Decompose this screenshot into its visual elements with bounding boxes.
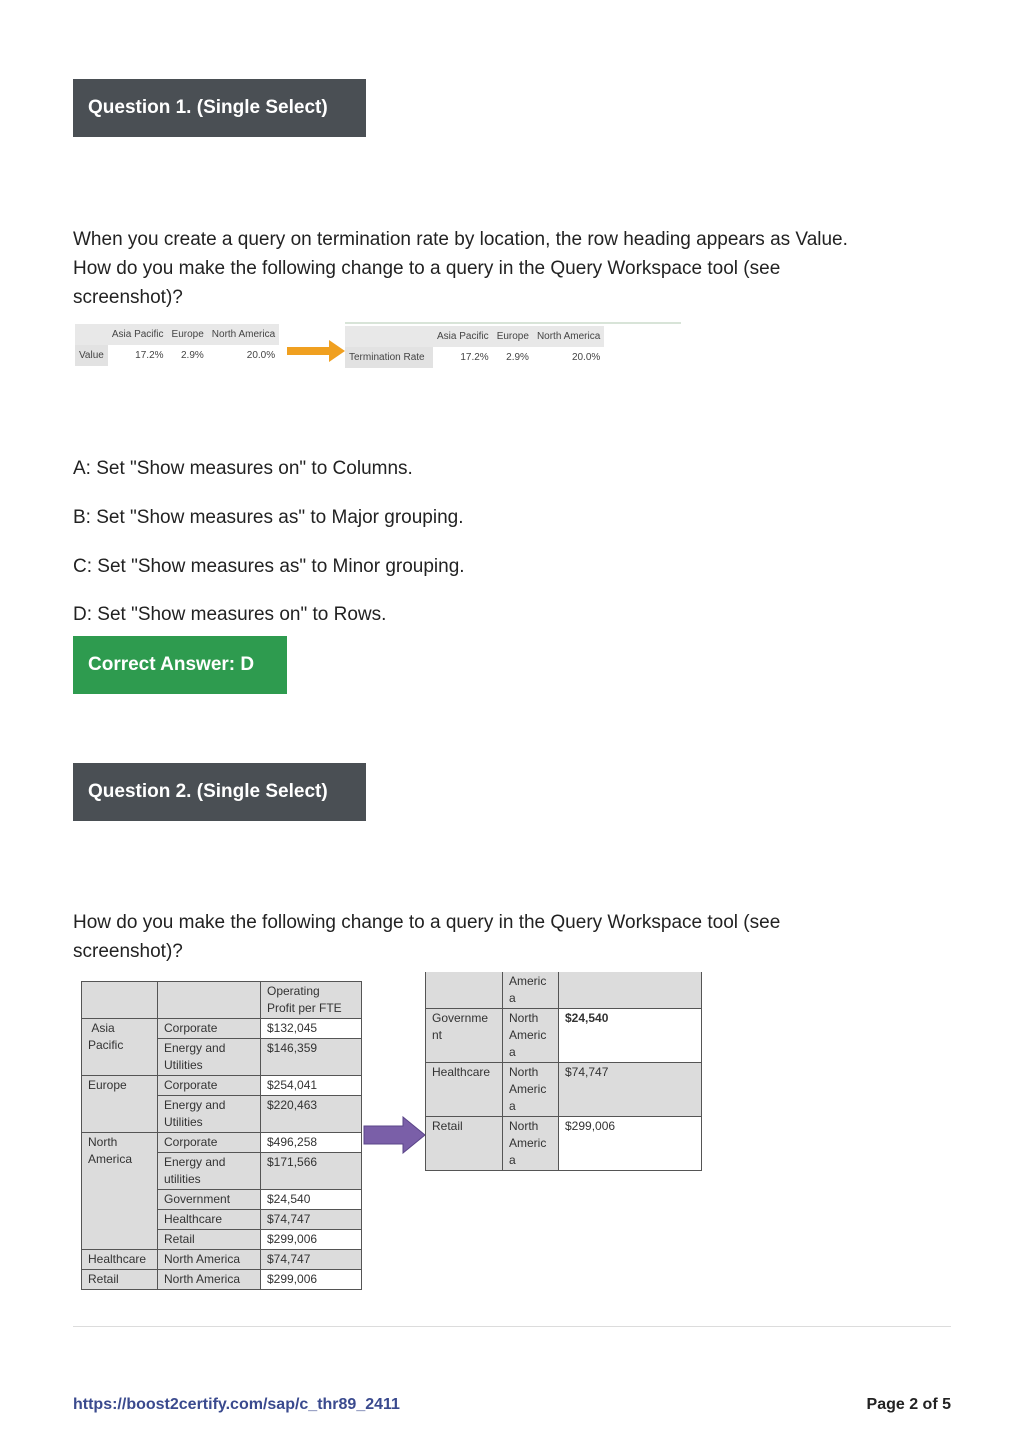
before-header-asia: Asia Pacific — [108, 324, 168, 345]
question-1-text-line-3: screenshot)? — [73, 287, 183, 308]
table-row — [82, 1250, 362, 1270]
value-cell: $24,540 — [559, 1009, 702, 1063]
option-d[interactable]: D: Set "Show measures on" to Rows. — [73, 604, 387, 625]
question-1-badge: Question 1. (Single Select) — [73, 79, 366, 137]
industry-cell: Healthcare — [158, 1210, 261, 1230]
right-table — [425, 972, 702, 1171]
value-cell: $496,258 — [261, 1133, 362, 1153]
after-value-na: 20.0% — [571, 352, 601, 363]
question-1-text — [73, 225, 953, 312]
region-cell: North Americ a — [503, 1117, 559, 1171]
value-cell: $132,045 — [261, 1019, 362, 1039]
option-b[interactable]: B: Set "Show measures as" to Major grouping. — [73, 507, 464, 528]
table-row — [82, 1019, 362, 1039]
industry-cell: Retail — [158, 1230, 261, 1250]
region-asia-pacific: Asia Pacific — [82, 1019, 158, 1076]
table-row — [82, 1133, 362, 1153]
question-1-text-line-1: When you create a query on termination rate by location, the row heading appears as Value. — [73, 229, 848, 250]
left-table — [81, 981, 362, 1290]
region-north-america: North America — [82, 1133, 158, 1250]
industry-cell: Corporate — [158, 1076, 261, 1096]
industry-healthcare: Healthcare — [426, 1063, 503, 1117]
value-cell: $24,540 — [261, 1190, 362, 1210]
value-cell: $299,006 — [261, 1270, 362, 1290]
industry-cell: Government — [158, 1190, 261, 1210]
question-2-text-line-1: How do you make the following change to a query in the Query Workspace tool (see — [73, 912, 781, 933]
option-c[interactable]: C: Set "Show measures as" to Minor grouping. — [73, 556, 465, 577]
industry-cell: Energy and Utilities — [158, 1039, 261, 1076]
table-row — [82, 982, 362, 1019]
industry-cell: Energy and Utilities — [158, 1096, 261, 1133]
header-line-2: Profit per FTE — [267, 1001, 342, 1015]
table-row — [426, 972, 702, 1009]
industry-cell: North America — [158, 1250, 261, 1270]
value-cell: $220,463 — [261, 1096, 362, 1133]
value-cell: $299,006 — [261, 1230, 362, 1250]
orange-arrow-icon — [287, 338, 347, 364]
table-row — [426, 1009, 702, 1063]
question-1-text-line-2: How do you make the following change to a query in the Query Workspace tool (see — [73, 258, 781, 279]
region-healthcare: Healthcare — [82, 1250, 158, 1270]
question-2-badge: Question 2. (Single Select) — [73, 763, 366, 821]
page-number: Page 2 of 5 — [866, 1396, 951, 1413]
value-cell: $74,747 — [261, 1250, 362, 1270]
table-row — [82, 1076, 362, 1096]
region-europe: Europe — [82, 1076, 158, 1133]
industry-cell: Energy and utilities — [158, 1153, 261, 1190]
before-table — [75, 324, 279, 366]
table-row — [82, 1270, 362, 1290]
industry-cell: Corporate — [158, 1019, 261, 1039]
region-cell: Americ a — [503, 972, 559, 1009]
footer-divider — [73, 1326, 951, 1327]
table-row — [426, 1063, 702, 1117]
footer-link[interactable]: https://boost2certify.com/sap/c_thr89_2411 — [73, 1396, 400, 1413]
region-cell: North Americ a — [503, 1009, 559, 1063]
value-cell: $299,006 — [559, 1117, 702, 1171]
value-cell: $171,566 — [261, 1153, 362, 1190]
question-2-text — [73, 908, 953, 966]
after-table — [345, 326, 604, 368]
before-value-asia: 17.2% — [135, 350, 164, 361]
after-value-asia: 17.2% — [460, 352, 489, 363]
industry-government: Governme nt — [426, 1009, 503, 1063]
after-header-asia: Asia Pacific — [433, 326, 493, 347]
before-header-europe: Europe — [168, 324, 208, 345]
value-cell: $146,359 — [261, 1039, 362, 1076]
option-a[interactable]: A: Set "Show measures on" to Columns. — [73, 458, 413, 479]
before-header-na: North America — [208, 324, 279, 345]
after-header-na: North America — [533, 326, 604, 347]
region-cell: North Americ a — [503, 1063, 559, 1117]
industry-cell: Corporate — [158, 1133, 261, 1153]
question-1-screenshot — [75, 322, 685, 372]
industry-retail: Retail — [426, 1117, 503, 1171]
region-retail: Retail — [82, 1270, 158, 1290]
purple-arrow-icon — [363, 1116, 427, 1154]
industry-cell: North America — [158, 1270, 261, 1290]
value-cell: $74,747 — [559, 1063, 702, 1117]
before-value-na: 20.0% — [246, 350, 276, 361]
before-row-label: Value — [75, 345, 108, 366]
after-table-topline — [345, 322, 681, 324]
header-line-1: Operating — [267, 984, 320, 998]
table-row — [426, 1117, 702, 1171]
after-value-europe: 2.9% — [506, 352, 529, 363]
correct-answer-badge: Correct Answer: D — [73, 636, 287, 694]
after-header-europe: Europe — [493, 326, 533, 347]
after-row-label: Termination Rate — [345, 347, 433, 368]
value-cell: $254,041 — [261, 1076, 362, 1096]
value-cell: $74,747 — [261, 1210, 362, 1230]
before-value-europe: 2.9% — [180, 350, 204, 361]
question-2-text-line-2: screenshot)? — [73, 941, 183, 962]
